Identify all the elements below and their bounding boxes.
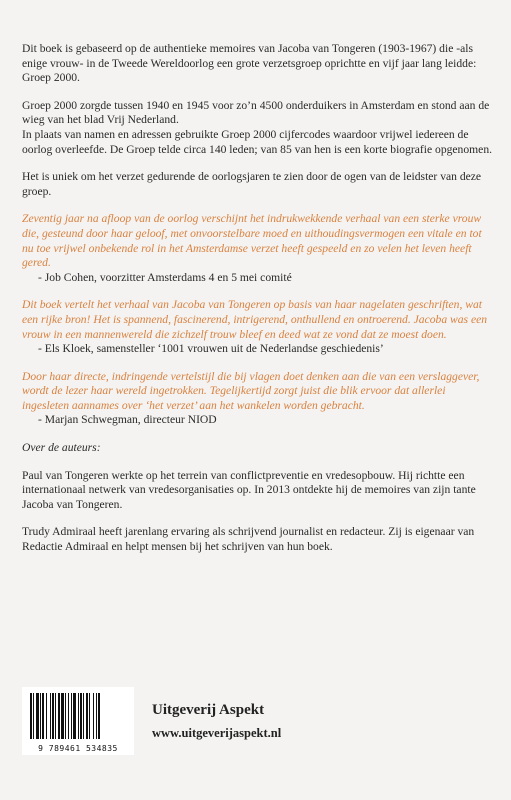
intro-paragraph-1: Dit boek is gebaseerd op de authentieke memoires van Jacoba van Tongeren (1903-1967) die -als enige vrouw- in de Tweede Wereldoorlog een grote verzetsgroep oprichtte en vijf jaar lang leidde: Groep 2000.: [22, 42, 477, 85]
cover-text: [22, 42, 492, 555]
intro-paragraph-2: Groep 2000 zorgde tussen 1940 en 1945 voor zo’n 4500 onderduikers in Amsterdam en stond aan de wieg van het blad Vrij Nederland.: [22, 98, 490, 127]
quote-1-attribution: - Job Cohen, voorzitter Amsterdams 4 en 5 mei comité: [38, 270, 292, 284]
authors-heading: Over de auteurs:: [22, 441, 101, 455]
publisher-name: Uitgeverij Aspekt: [152, 702, 265, 718]
isbn-number: 9 789461 534835: [38, 744, 118, 753]
publisher-website: www.uitgeverijaspekt.nl: [152, 726, 282, 740]
quote-2-attribution: - Els Kloek, samensteller ‘1001 vrouwen uit de Nederlandse geschiedenis’: [38, 342, 384, 356]
author-trudy-bio: Trudy Admiraal heeft jarenlang ervaring als schrijvend journalist en redacteur. Zij is eigenaar van Redactie Admiraal en helpt mensen bij het schrijven van hun boek.: [22, 525, 475, 554]
intro-paragraph-3: In plaats van namen en adressen gebruikte Groep 2000 cijfercodes waardoor vrijwel iedereen de oorlog overleefde. De Groep telde circa 140 leden; van 85 van hen is een korte biografie opgenomen.: [22, 127, 493, 156]
isbn-barcode: [22, 687, 134, 755]
author-paul-bio: Paul van Tongeren werkte op het terrein van conflictpreventie en vredesopbouw. Hij richtte een internationaal netwerk van vredesorganisaties op. In 2013 ontdekte hij de memoires van zijn tante Jacoba van Tongeren.: [22, 468, 476, 511]
quote-3-attribution: - Marjan Schwegman, directeur NIOD: [38, 413, 217, 427]
quote-1: Zeventig jaar na afloop van de oorlog verschijnt het indrukwekkende verhaal van een sterke vrouw die, gesteund door haar geloof, met onvoorstelbare moed en uithoudingsvermogen een vitale en tot nu toe vrijwel onbekende rol in het Amsterdamse verzet heeft gespeeld en zo velen het leven heeft gered.: [22, 212, 482, 270]
intro-paragraph-4: Het is uniek om het verzet gedurende de oorlogsjaren te zien door de ogen van de leidster van deze groep.: [22, 170, 482, 198]
quote-3: Door haar directe, indringende vertelstijl die bij vlagen doet denken aan die van een verslaggever, wordt de lezer haar wereld ingetrokken. Tegelijkertijd zorgt juist die blik ervoor dat allerlei ingesleten aannames over ‘het verzet’ aan het wankelen worden gebracht.: [22, 369, 480, 412]
barcode-bars-icon: [22, 687, 134, 745]
quote-2: Dit boek vertelt het verhaal van Jacoba van Tongeren op basis van haar nagelaten geschriften, wat een rijke bron! Het is spannend, fascinerend, intrigerend, onthullend en ontroerend. Jacoba was een vrouw in een mannenwereld die zichzelf trouw bleef en deed wat ze vond dat ze moest doen.: [22, 298, 488, 341]
